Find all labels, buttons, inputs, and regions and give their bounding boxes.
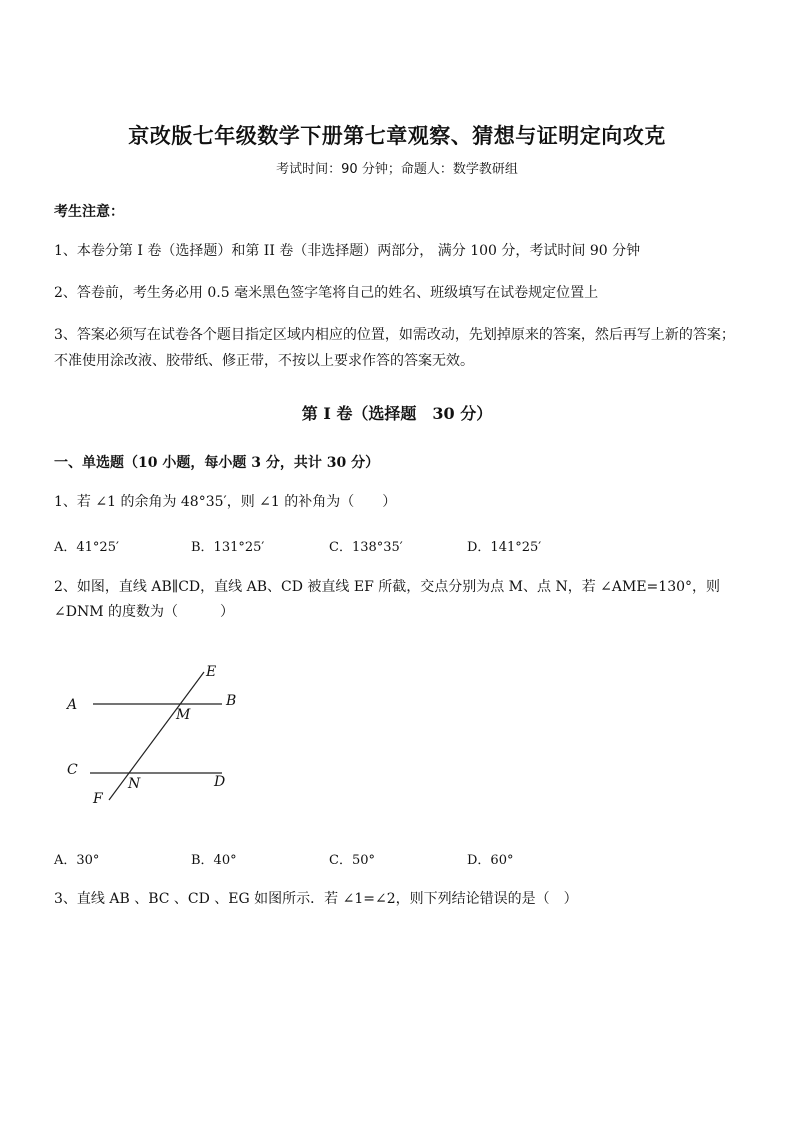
option-d[interactable]: D．141°25′ <box>467 540 542 555</box>
notice-item-3: 3、答案必须写在试卷各个题目指定区域内相应的位置，如需改动，先划掉原来的答案，然后再写上新的答案；不准使用涂改液、胶带纸、修正带，不按以上要求作答的答案无效。 <box>54 327 735 369</box>
notice-heading: 考生注意： <box>54 204 124 220</box>
question-3-stem: 3、直线 AB 、BC 、CD 、EG 如图所示．若 ∠1=∠2，则下列结论错误的是（ ） <box>54 891 578 907</box>
parallel-lines-figure <box>60 660 240 810</box>
label-d: D <box>214 774 226 790</box>
question-1-stem: 1、若 ∠1 的余角为 48°35′，则 ∠1 的补角为（ ） <box>54 494 397 510</box>
label-m: M <box>176 707 191 723</box>
option-b[interactable]: B．131°25′ <box>191 540 265 555</box>
section-title: 第 I 卷（选择题 30 分） <box>301 404 493 423</box>
label-c: C <box>67 762 78 778</box>
notice-item-2: 2、答卷前，考生务必用 0.5 毫米黑色签字笔将自己的姓名、班级填写在试卷规定位置上 <box>54 285 599 301</box>
question-group-heading: 一、单选题（10 小题，每小题 3 分，共计 30 分） <box>54 455 380 471</box>
question-2-stem: 2、如图，直线 AB∥CD，直线 AB、CD 被直线 EF 所截，交点分别为点 M、点 N，若 ∠AME=130°，则 ∠DNM 的度数为（ ） <box>54 579 721 620</box>
option-c[interactable]: C．138°35′ <box>329 540 403 555</box>
label-f: F <box>93 791 103 807</box>
option-b[interactable]: B．40° <box>191 853 237 868</box>
line-ef <box>109 672 204 800</box>
option-d[interactable]: D．60° <box>467 853 514 868</box>
label-n: N <box>128 776 141 792</box>
option-c[interactable]: C．50° <box>329 853 375 868</box>
notice-item-1: 1、本卷分第 I 卷（选择题）和第 II 卷（非选择题）两部分， 满分 100 分，考试时间 90 分钟 <box>54 243 641 259</box>
question-2-options <box>54 849 754 869</box>
parallel-lines-diagram <box>60 660 240 810</box>
option-a[interactable]: A．30° <box>54 853 100 868</box>
exam-title: 京改版七年级数学下册第七章观察、猜想与证明定向攻克 <box>128 123 666 148</box>
label-a: A <box>67 697 78 713</box>
question-1-options <box>54 536 754 556</box>
exam-subtitle: 考试时间：90 分钟；命题人：数学教研组 <box>276 162 518 177</box>
label-b: B <box>226 693 237 709</box>
option-a[interactable]: A．41°25′ <box>54 540 119 555</box>
label-e: E <box>206 664 217 680</box>
